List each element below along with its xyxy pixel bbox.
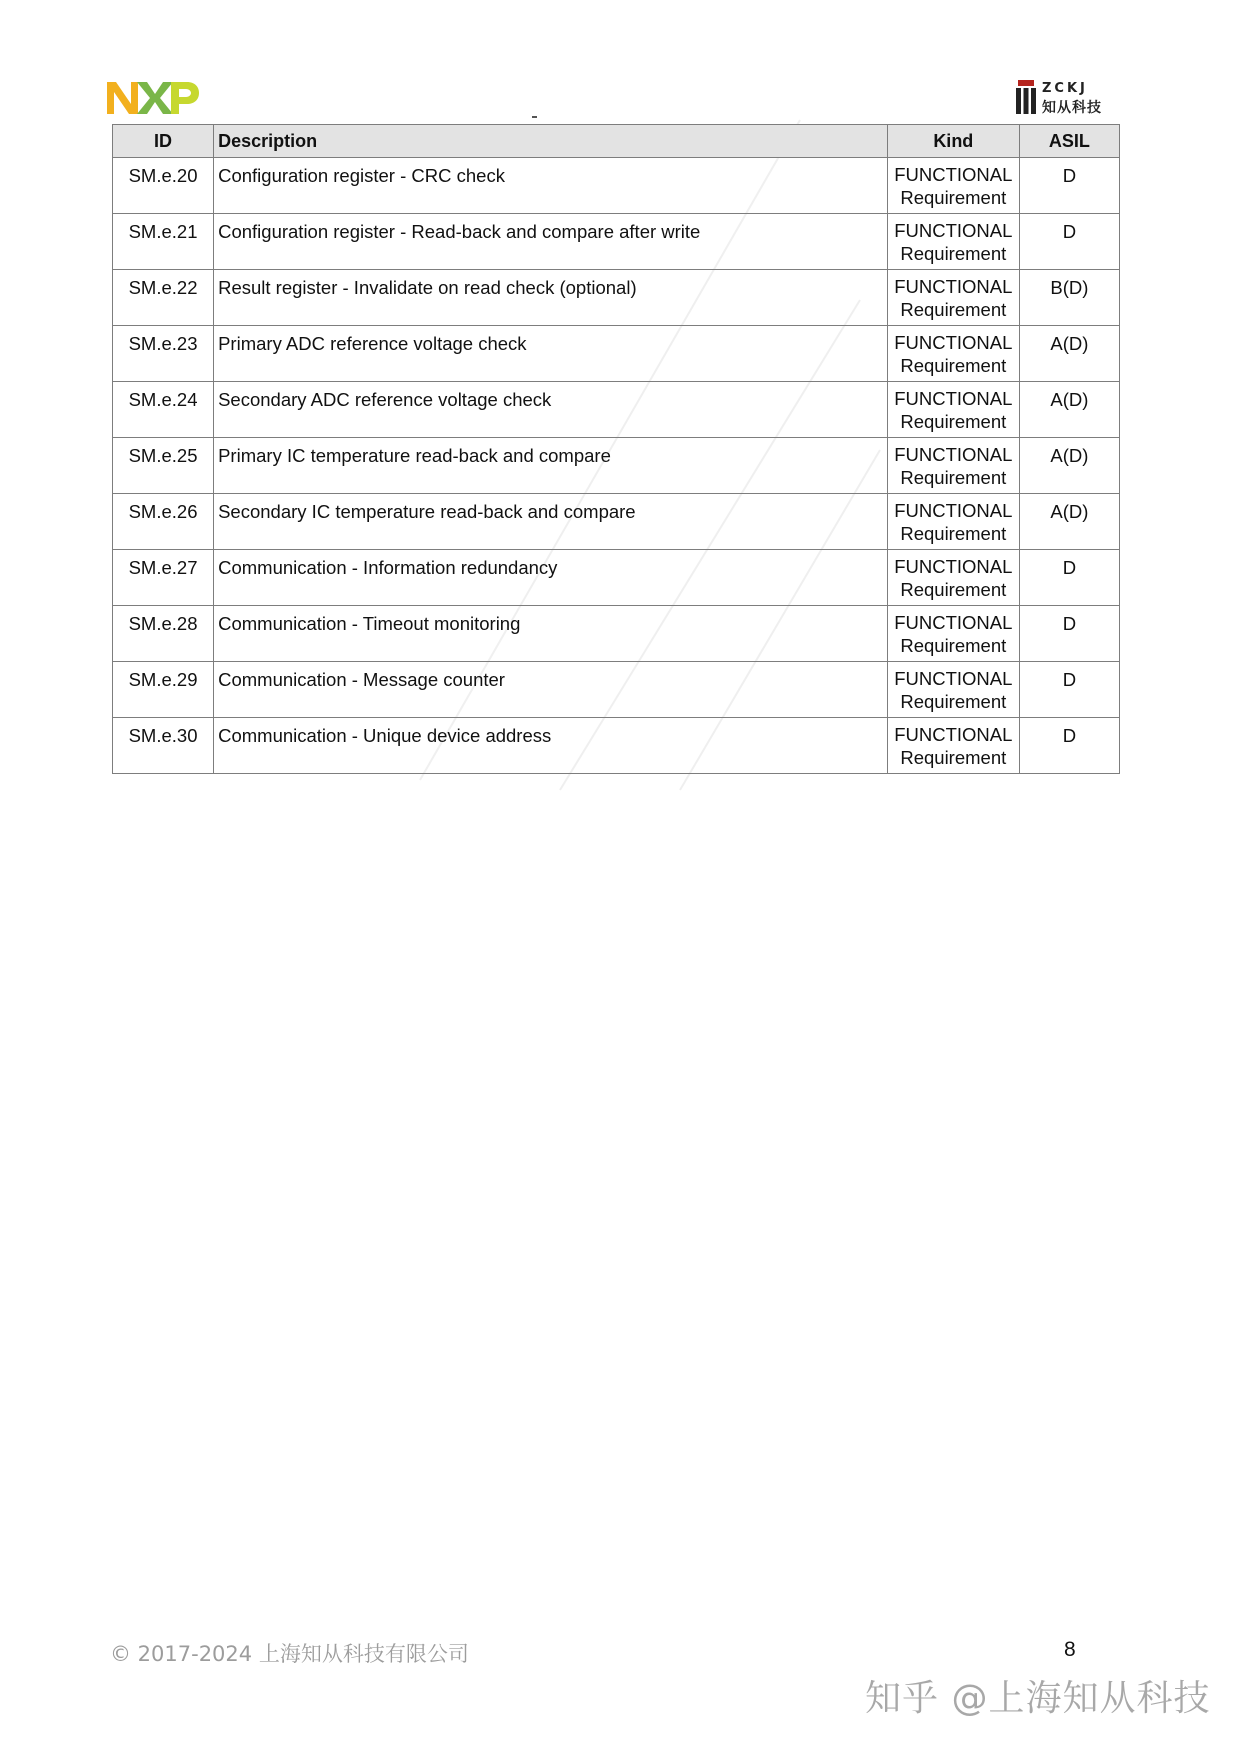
site-watermark: 知乎 @上海知从科技 [865,1678,1211,1719]
kind-line2: Requirement [900,579,1007,600]
cell-id: SM.e.20 [113,158,214,214]
table-row [113,662,1120,718]
cell-id: SM.e.29 [113,662,214,718]
cell-kind [887,606,1019,662]
table-row [113,326,1120,382]
cell-kind [887,326,1019,382]
cell-asil: D [1019,550,1119,606]
cell-asil: D [1019,718,1119,774]
partner-emblem-icon [1014,80,1038,116]
kind-line1: FUNCTIONAL [894,220,1013,241]
kind-line1: FUNCTIONAL [894,668,1013,689]
cell-description: Communication - Timeout monitoring [214,606,888,662]
cell-id: SM.e.25 [113,438,214,494]
kind-line2: Requirement [900,187,1007,208]
cell-id: SM.e.23 [113,326,214,382]
table-row [113,438,1120,494]
cell-description: Primary IC temperature read-back and compare [214,438,888,494]
cell-kind [887,270,1019,326]
header-asil: ASIL [1019,125,1119,158]
cell-description: Result register - Invalidate on read check (optional) [214,270,888,326]
kind-line1: FUNCTIONAL [894,556,1013,577]
kind-line2: Requirement [900,411,1007,432]
kind-line1: FUNCTIONAL [894,388,1013,409]
cell-id: SM.e.27 [113,550,214,606]
kind-line2: Requirement [900,299,1007,320]
copyright-notice: © 2017-2024 上海知从科技有限公司 [110,1642,469,1666]
kind-line2: Requirement [900,355,1007,376]
kind-line1: FUNCTIONAL [894,444,1013,465]
cell-kind [887,382,1019,438]
cell-asil: A(D) [1019,438,1119,494]
nxp-logo [107,80,199,116]
cell-id: SM.e.30 [113,718,214,774]
table-row [113,718,1120,774]
cell-asil: A(D) [1019,494,1119,550]
kind-line2: Requirement [900,243,1007,264]
stray-mark [532,116,537,118]
kind-line1: FUNCTIONAL [894,500,1013,521]
kind-line1: FUNCTIONAL [894,164,1013,185]
page-number: 8 [1064,1638,1076,1661]
header-kind: Kind [887,125,1019,158]
cell-id: SM.e.28 [113,606,214,662]
cell-kind [887,158,1019,214]
kind-line2: Requirement [900,635,1007,656]
cell-asil: D [1019,606,1119,662]
cell-description: Configuration register - CRC check [214,158,888,214]
partner-logo [1014,80,1120,116]
kind-line1: FUNCTIONAL [894,332,1013,353]
cell-kind [887,718,1019,774]
cell-description: Secondary ADC reference voltage check [214,382,888,438]
cell-description: Communication - Information redundancy [214,550,888,606]
cell-description: Communication - Message counter [214,662,888,718]
kind-line2: Requirement [900,691,1007,712]
cell-asil: D [1019,662,1119,718]
cell-asil: D [1019,158,1119,214]
cell-id: SM.e.26 [113,494,214,550]
cell-id: SM.e.21 [113,214,214,270]
kind-line2: Requirement [900,747,1007,768]
cell-asil: A(D) [1019,326,1119,382]
table-row [113,158,1120,214]
cell-kind [887,494,1019,550]
cell-kind [887,214,1019,270]
cell-asil: A(D) [1019,382,1119,438]
partner-logo-cn: 知从科技 [1042,100,1102,116]
table-row [113,606,1120,662]
kind-line1: FUNCTIONAL [894,724,1013,745]
safety-mechanism-table [112,124,1120,774]
cell-id: SM.e.22 [113,270,214,326]
header-id: ID [113,125,214,158]
kind-line1: FUNCTIONAL [894,276,1013,297]
cell-description: Secondary IC temperature read-back and compare [214,494,888,550]
cell-id: SM.e.24 [113,382,214,438]
kind-line1: FUNCTIONAL [894,612,1013,633]
table-row [113,382,1120,438]
cell-kind [887,438,1019,494]
partner-logo-en: ZCKJ [1042,81,1088,96]
table-row [113,214,1120,270]
table-header-row [113,125,1120,158]
cell-description: Configuration register - Read-back and compare after write [214,214,888,270]
cell-description: Primary ADC reference voltage check [214,326,888,382]
cell-asil: D [1019,214,1119,270]
cell-description: Communication - Unique device address [214,718,888,774]
header-description: Description [214,125,888,158]
kind-line2: Requirement [900,467,1007,488]
cell-kind [887,550,1019,606]
cell-asil: B(D) [1019,270,1119,326]
table-row [113,550,1120,606]
cell-kind [887,662,1019,718]
table-row [113,270,1120,326]
table-row [113,494,1120,550]
kind-line2: Requirement [900,523,1007,544]
